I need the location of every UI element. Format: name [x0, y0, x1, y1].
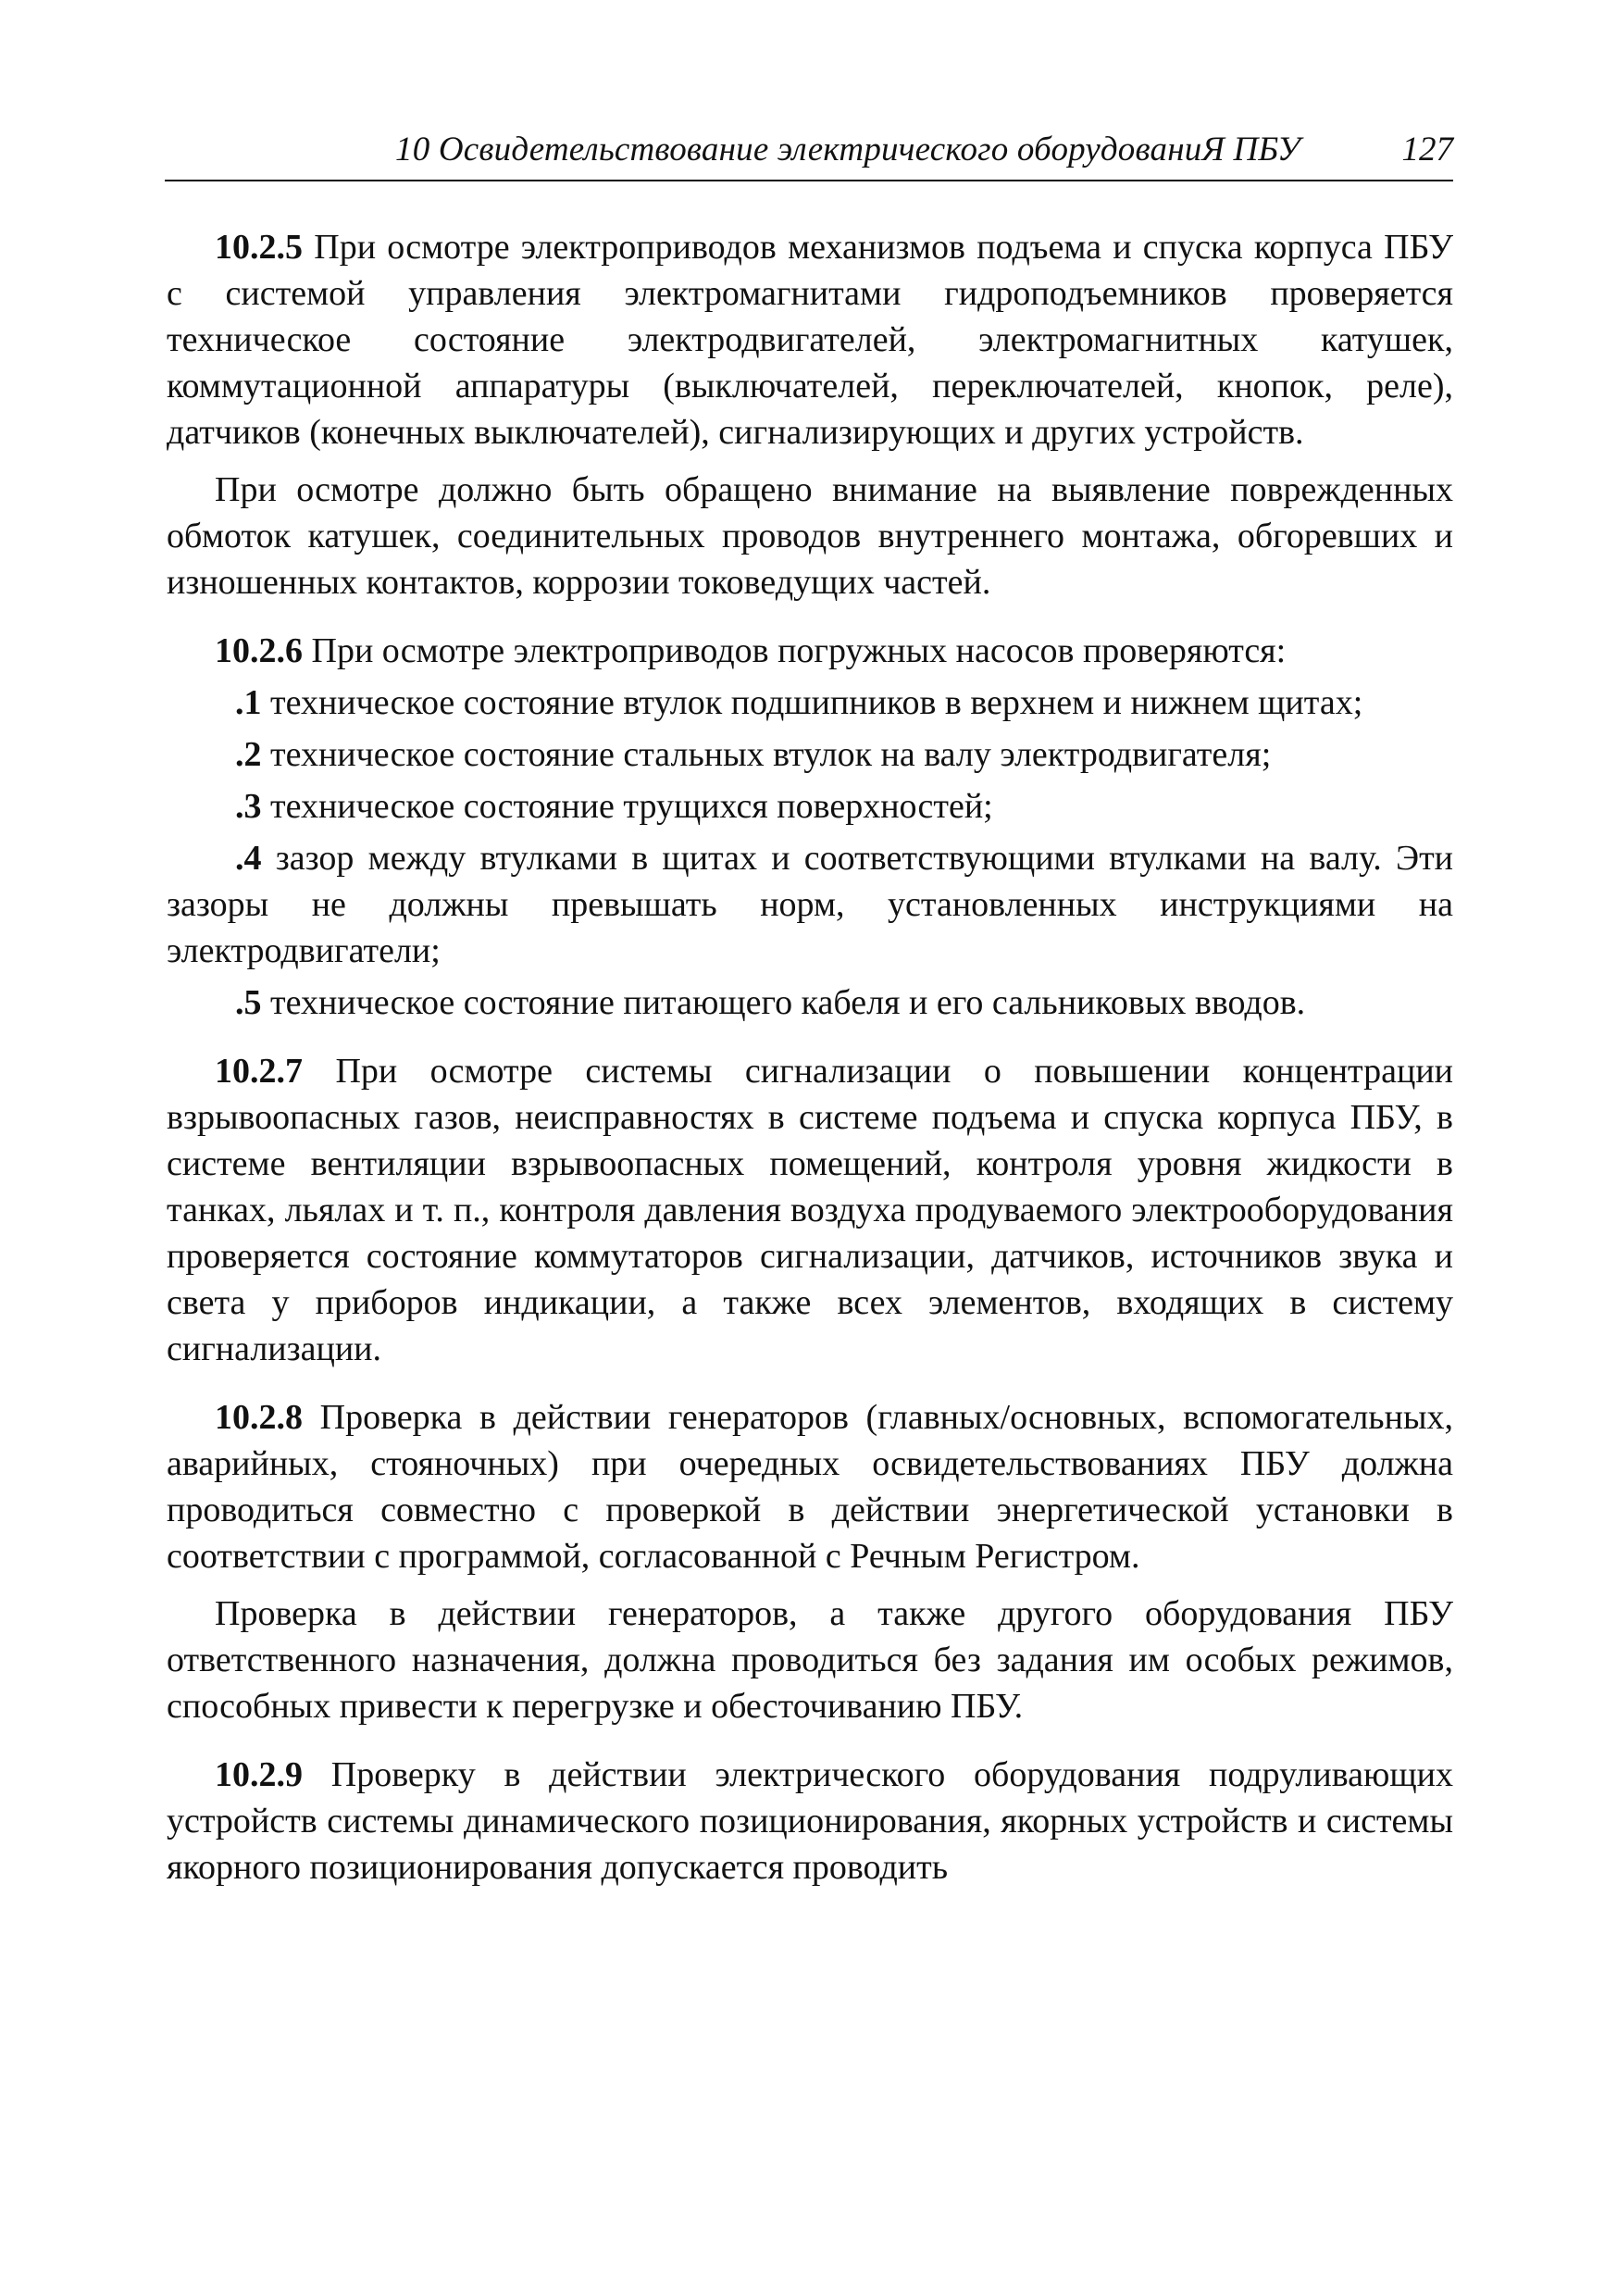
list-item-text: техническое состояние питающего кабеля и его сальниковых вводов. — [270, 983, 1306, 1022]
clause-10-2-8-continuation — [167, 1591, 1453, 1729]
clause-text: При осмотре электроприводов механизмов подъема и спуска корпуса ПБУ с системой управления электромагнитами гидроподъемников проверяется техническое состояние электродвигателей, электромагнитных катушек, коммутационной аппаратуры (выключателей, переключателей, кнопок, реле), датчиков (конечных выключателей), сигнализирующих и других устройств. — [167, 228, 1453, 452]
page-number: 127 — [1401, 131, 1453, 168]
list-marker: .4 — [235, 839, 262, 878]
clause-number: 10.2.5 — [215, 228, 303, 267]
list-marker: .2 — [235, 735, 262, 774]
clause-10-2-7 — [167, 1048, 1453, 1372]
clause-10-2-6 — [167, 628, 1453, 674]
clause-text: Проверку в действии электрического оборудования подруливающих устройств системы динамического позиционирования, якорных устройств и системы якорного позиционирования допускается проводить — [167, 1755, 1454, 1887]
clause-number: 10.2.9 — [215, 1755, 303, 1794]
list-item — [167, 783, 1453, 830]
list-item — [167, 835, 1453, 974]
page-header — [165, 119, 1453, 181]
clause-text: Проверка в действии генераторов (главных/основных, вспомогательных, аварийных, стояночных) при очередных освидетельствованиях ПБУ должна проводиться совместно с проверкой в действии энергетической установки в соответствии с программой, согласованной с Речным Регистром. — [167, 1398, 1453, 1576]
clause-10-2-8 — [167, 1394, 1453, 1579]
list-marker: .1 — [235, 683, 262, 722]
clause-number: 10.2.8 — [215, 1398, 303, 1437]
clause-10-2-9 — [167, 1752, 1453, 1890]
document-body — [167, 224, 1453, 1890]
paragraph-text: При осмотре должно быть обращено внимание на выявление поврежденных обмоток катушек, соединительных проводов внутреннего монтажа, обгоревших и изношенных контактов, коррозии токоведущих частей. — [167, 470, 1453, 602]
list-item — [167, 731, 1453, 778]
clause-10-2-5 — [167, 224, 1453, 455]
list-item-text: техническое состояние стальных втулок на валу электродвигателя; — [270, 735, 1272, 774]
running-title: 10 Освидетельствование электрического оборудованиЯ ПБУ — [395, 131, 1300, 168]
list-marker: .3 — [235, 787, 262, 826]
list-item-text: техническое состояние втулок подшипников в верхнем и нижнем щитах; — [270, 683, 1363, 722]
list-item — [167, 980, 1453, 1026]
clause-number: 10.2.7 — [215, 1052, 303, 1091]
clause-text: При осмотре электроприводов погружных насосов проверяются: — [311, 631, 1287, 670]
list-item — [167, 680, 1453, 726]
clause-10-2-5-continuation — [167, 467, 1453, 605]
clause-number: 10.2.6 — [215, 631, 303, 670]
list-item-text: зазор между втулками в щитах и соответствующими втулками на валу. Эти зазоры не должны превышать норм, установленных инструкциями на электродвигатели; — [167, 839, 1454, 970]
list-marker: .5 — [235, 983, 262, 1022]
list-item-text: техническое состояние трущихся поверхностей; — [270, 787, 993, 826]
paragraph-text: Проверка в действии генераторов, а также другого оборудования ПБУ ответственного назначения, должна проводиться без задания им особых режимов, способных привести к перегрузке и обесточиванию ПБУ. — [167, 1594, 1453, 1726]
clause-text: При осмотре системы сигнализации о повышении концентрации взрывоопасных газов, неисправностях в системе подъема и спуска корпуса ПБУ, в системе вентиляции взрывоопасных помещений, контроля уровня жидкости в танках, льялах и т. п., контроля давления воздуха продуваемого электрооборудования проверяется состояние коммутаторов сигнализации, датчиков, источников звука и света у приборов индикации, а также всех элементов, входящих в систему сигнализации. — [167, 1052, 1454, 1368]
